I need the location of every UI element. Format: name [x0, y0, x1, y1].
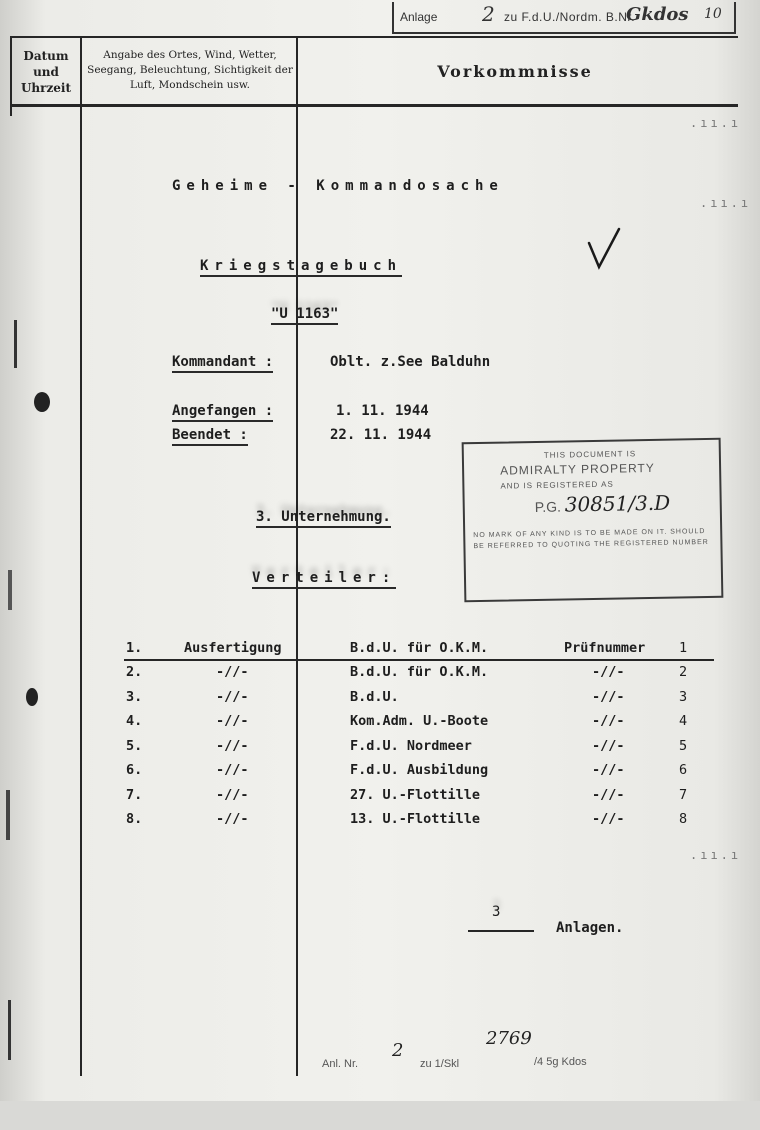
- stamp-number: 2: [482, 2, 495, 26]
- header-top-rule: [10, 36, 738, 38]
- stamp-signature: Gkdos: [626, 4, 689, 25]
- header-index: 1: [679, 640, 688, 656]
- table-row: [0, 811, 760, 835]
- header-datum: Datum und Uhrzeit: [20, 49, 72, 95]
- table-row: [0, 762, 760, 786]
- admiralty-property-stamp: [462, 438, 724, 602]
- row-index: 8: [679, 811, 688, 827]
- table-row: [0, 787, 760, 811]
- row-index: 7: [679, 786, 688, 803]
- table-row: [0, 664, 760, 688]
- row-empfaenger: B.d.U.: [350, 688, 399, 705]
- footer-hand-ref: 2769: [486, 1028, 532, 1049]
- verteiler-heading: Verteiler:: [252, 570, 396, 589]
- beendet-value: 22. 11. 1944: [330, 427, 432, 443]
- footer-suffix: /4 5g Kdos: [534, 1056, 587, 1068]
- edge-mark-1: [14, 320, 17, 368]
- row-ausfertigung: -//-: [216, 762, 249, 778]
- row-ausfertigung: -//-: [216, 786, 249, 803]
- footer-label: Anl. Nr.: [322, 1058, 359, 1070]
- row-number: 6.: [126, 762, 143, 778]
- classification: Geheime - Kommandosache: [172, 178, 504, 194]
- row-number: 7.: [126, 786, 143, 803]
- anlagen-label: Anlagen.: [556, 920, 624, 936]
- row-pruefnummer: -//-: [592, 786, 625, 803]
- column-divider-1: [80, 36, 82, 1076]
- footer-reference: [322, 1028, 587, 1130]
- row-ausfertigung: -//-: [216, 811, 249, 827]
- header-angabe: Angabe des Ortes, Wind, Wetter, Seegang, Beleuchtung, Sichtigkeit der Luft, Mondschein usw.: [87, 49, 293, 91]
- row-index: 5: [679, 737, 688, 754]
- tick-marks: .ıı.ı: [690, 848, 742, 862]
- admiralty-small-print: NO MARK OF ANY KIND IS TO BE MADE ON IT. SHOULD BE REFERRED TO QUOTING THE REGISTERED NUMBER: [473, 528, 709, 551]
- header-ausfertigung: Ausfertigung: [184, 640, 282, 656]
- header-pruefnummer: Prüfnummer: [564, 640, 646, 656]
- header-num: 1.: [126, 640, 143, 656]
- edge-mark-4: [8, 1000, 11, 1060]
- row-index: 3: [679, 688, 688, 705]
- anlagen-rule: [468, 930, 534, 932]
- tick-marks: .ıı.ı: [700, 196, 752, 210]
- stamp-label: Anlage: [400, 10, 438, 24]
- table-row: [0, 738, 760, 762]
- top-registration-stamp: [392, 2, 736, 34]
- row-number: 5.: [126, 737, 143, 754]
- kommandant-value: Oblt. z.See Balduhn: [330, 354, 491, 370]
- row-ausfertigung: -//-: [216, 664, 249, 680]
- row-empfaenger: 27. U.-Flottille: [350, 786, 481, 803]
- row-empfaenger: F.d.U. Nordmeer: [350, 737, 472, 754]
- row-number: 2.: [126, 664, 143, 680]
- row-empfaenger: F.d.U. Ausbildung: [350, 762, 489, 778]
- row-index: 4: [679, 713, 688, 729]
- admiralty-line2: ADMIRALTY PROPERTY: [500, 460, 655, 478]
- footer-hand-number: 2: [392, 1040, 404, 1061]
- row-index: 6: [679, 762, 688, 778]
- row-ausfertigung: -//-: [216, 688, 249, 705]
- angefangen-label: Angefangen :: [172, 403, 273, 422]
- row-ausfertigung: -//-: [216, 737, 249, 754]
- doc-title: Kriegstagebuch: [200, 258, 402, 277]
- unternehmung: 3. Unternehmung.: [256, 509, 391, 528]
- table-row: [0, 713, 760, 737]
- header-vorkommnisse: Vorkommnisse: [437, 62, 593, 81]
- row-pruefnummer: -//-: [592, 664, 625, 680]
- stamp-ref: zu F.d.U./Nordm. B.Nr.: [504, 10, 636, 24]
- row-empfaenger: 13. U.-Flottille: [350, 811, 481, 827]
- row-empfaenger: Kom.Adm. U.-Boote: [350, 713, 489, 729]
- table-row: [0, 689, 760, 713]
- row-number: 3.: [126, 688, 143, 705]
- row-pruefnummer: -//-: [592, 762, 625, 778]
- admiralty-line1: THIS DOCUMENT IS: [543, 449, 637, 460]
- row-number: 4.: [126, 713, 143, 729]
- admiralty-number: 30851/3.D: [564, 490, 671, 517]
- check-mark-icon: [585, 225, 625, 273]
- row-number: 8.: [126, 811, 143, 827]
- beendet-label: Beendet :: [172, 427, 248, 446]
- row-ausfertigung: -//-: [216, 713, 249, 729]
- punch-hole-1: [34, 392, 50, 412]
- distribution-header-rule: [124, 659, 714, 661]
- row-index: 2: [679, 664, 688, 680]
- edge-mark-2: [8, 570, 12, 610]
- row-pruefnummer: -//-: [592, 713, 625, 729]
- row-pruefnummer: -//-: [592, 688, 625, 705]
- admiralty-line3: AND IS REGISTERED AS: [500, 479, 614, 491]
- kommandant-label: Kommandant :: [172, 354, 273, 373]
- header-empfaenger: B.d.U. für O.K.M.: [350, 640, 489, 656]
- boat-name: "U 1163": [271, 306, 338, 325]
- angefangen-value: 1. 11. 1944: [336, 403, 429, 419]
- row-pruefnummer: -//-: [592, 737, 625, 754]
- stamp-page: 10: [704, 6, 722, 22]
- anlagen-count: 3: [492, 904, 501, 920]
- footer-mid: zu 1/Skl: [420, 1058, 460, 1070]
- admiralty-prefix: P.G.: [534, 498, 562, 516]
- row-pruefnummer: -//-: [592, 811, 625, 827]
- tick-marks: .ıı.ı: [690, 116, 742, 130]
- header-bottom-rule: [10, 104, 738, 107]
- row-empfaenger: B.d.U. für O.K.M.: [350, 664, 489, 680]
